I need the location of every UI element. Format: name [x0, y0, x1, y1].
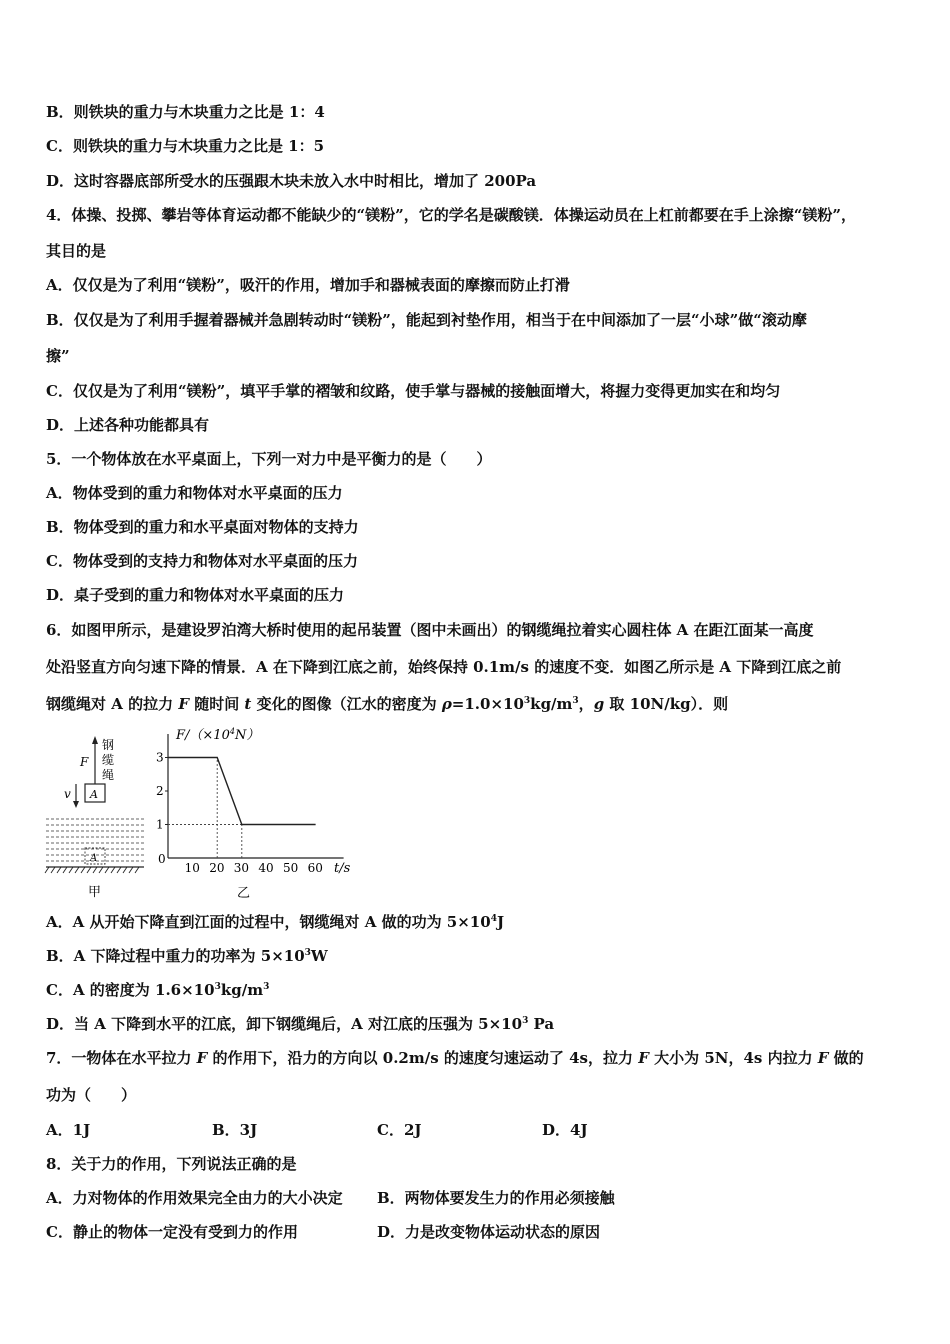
- q3-option-b: B．则铁块的重力与木块重力之比是 1：4: [46, 103, 325, 121]
- rope-label-char-3: 绳: [102, 768, 115, 782]
- chart-x-tick-label: 50: [283, 861, 299, 875]
- q4-option-d: D．上述各种功能都具有: [46, 416, 210, 434]
- q6-option-b: B．A 下降过程中重力的功率为 $5\times 10^3W$: [46, 947, 328, 965]
- q7-option-c: C．2J: [377, 1121, 422, 1139]
- q4-stem-line2: 其目的是: [46, 242, 107, 260]
- velocity-label: v: [64, 787, 71, 801]
- q4-option-a: A．仅仅是为了利用“镁粉”，吸汗的作用，增加手和器械表面的摩擦而防止打滑: [46, 276, 570, 294]
- chart-x-tick-label: 10: [184, 861, 200, 875]
- chart-origin-label: 0: [158, 852, 166, 866]
- q7-option-b: B．3J: [212, 1121, 258, 1139]
- q7-stem-line2: 功为（ ）: [46, 1086, 137, 1104]
- caption-yi: 乙: [237, 886, 251, 901]
- rope-label-char-2: 缆: [102, 753, 115, 767]
- q6-option-c: C．A 的密度为 $1.6\times 10^3kg/m^3$: [46, 981, 270, 999]
- q6-stem-line3: 钢缆绳对 A 的拉力 F 随时间 t 变化的图像（江水的密度为 $\rho=1.0\times 10^3kg/m^3$，g 取 10N/kg）．则: [46, 695, 729, 713]
- chart-y-tick-label: 1: [156, 817, 164, 832]
- q8-option-a: A．力对物体的作用效果完全由力的大小决定: [46, 1189, 343, 1207]
- q4-option-c: C．仅仅是为了利用“镁粉”，填平手掌的褶皱和纹路，使手掌与器械的接触面增大，将握力变得更加实在和均匀: [46, 382, 781, 400]
- rope-label-char-1: 钢: [102, 738, 115, 752]
- chart-y-tick-label: 2: [156, 784, 164, 798]
- caption-jia: 甲: [88, 885, 102, 900]
- diagram-jia: [45, 736, 144, 900]
- q8-stem: 8．关于力的作用，下列说法正确的是: [46, 1155, 297, 1173]
- q7-option-d: D．4J: [542, 1121, 588, 1139]
- q4-option-b-line1: B．仅仅是为了利用手握着器械并急剧转动时“镁粉”，能起到衬垫作用，相当于在中间添加了一层“小球”做“滚动摩: [46, 311, 807, 329]
- q7-option-a: A．1J: [46, 1121, 91, 1139]
- q4-stem-line1: 4．体操、投掷、攀岩等体育运动都不能缺少的“镁粉”，它的学名是碳酸镁．体操运动员在上杠前都要在手上涂擦“镁粉”，: [46, 206, 856, 224]
- chart-x-tick-label: 30: [233, 861, 250, 875]
- chart-x-tick-label: 60: [307, 861, 323, 875]
- chart-yi: [156, 727, 351, 901]
- block-a-label: A: [90, 788, 98, 801]
- q8-option-d: D．力是改变物体运动状态的原因: [377, 1223, 601, 1241]
- chart-series-line: [168, 758, 316, 825]
- q5-option-c: C．物体受到的支持力和物体对水平桌面的压力: [46, 552, 358, 570]
- block-a-underwater-label: A: [90, 853, 98, 864]
- q5-option-a: A．物体受到的重力和物体对水平桌面的压力: [46, 484, 343, 502]
- q6-option-d: D．当 A 下降到水平的江底，卸下钢缆绳后，A 对江底的压强为 $5\times 10^3$ Pa: [46, 1015, 555, 1033]
- chart-x-axis-label: t/s: [334, 861, 351, 876]
- river-bed-hatch: [45, 867, 139, 873]
- force-arrow-head-icon: [92, 736, 98, 744]
- chart-x-tick-label: 40: [258, 861, 274, 875]
- q7-stem-line1: 7．一物体在水平拉力 F 的作用下，沿力的方向以 0.2m/s 的速度匀速运动了 4s，拉力 F 大小为 5N，4s 内拉力 F 做的: [46, 1049, 864, 1067]
- q3-option-c: C．则铁块的重力与木块重力之比是 1：5: [46, 137, 325, 155]
- q8-option-c: C．静止的物体一定没有受到力的作用: [46, 1223, 298, 1241]
- q6-stem-line2: 处沿竖直方向匀速下降的情景．A 在下降到江底之前，始终保持 0.1m/s 的速度不变．如图乙所示是 A 下降到江底之前: [46, 658, 842, 676]
- velocity-arrow-head-icon: [73, 801, 79, 808]
- q8-option-b: B．两物体要发生力的作用必须接触: [377, 1189, 615, 1207]
- chart-y-axis-label: $F/(\times 10^4N)$: [176, 727, 260, 743]
- q6-stem-line1: 6．如图甲所示，是建设罗泊湾大桥时使用的起吊装置（图中未画出）的钢缆绳拉着实心圆柱体 A 在距江面某一高度: [46, 621, 814, 639]
- q5-option-d: D．桌子受到的重力和物体对水平桌面的压力: [46, 586, 345, 604]
- chart-x-tick-label: 20: [209, 861, 225, 875]
- chart-y-tick-label: 3: [156, 750, 164, 765]
- q5-option-b: B．物体受到的重力和水平桌面对物体的支持力: [46, 518, 359, 536]
- q6-figure-svg: [40, 722, 370, 902]
- q4-option-b-line2: 擦”: [46, 347, 70, 365]
- q3-option-d: D．这时容器底部所受水的压强跟木块未放入水中时相比，增加了 200Pa: [46, 172, 537, 190]
- force-label: F: [80, 755, 89, 769]
- q5-stem: 5．一个物体放在水平桌面上，下列一对力中是平衡力的是（ ）: [46, 450, 492, 468]
- q6-figure: [40, 722, 370, 902]
- q6-option-a: A．A 从开始下降直到江面的过程中，钢缆绳对 A 做的功为 $5\times 10^4J$: [46, 913, 505, 931]
